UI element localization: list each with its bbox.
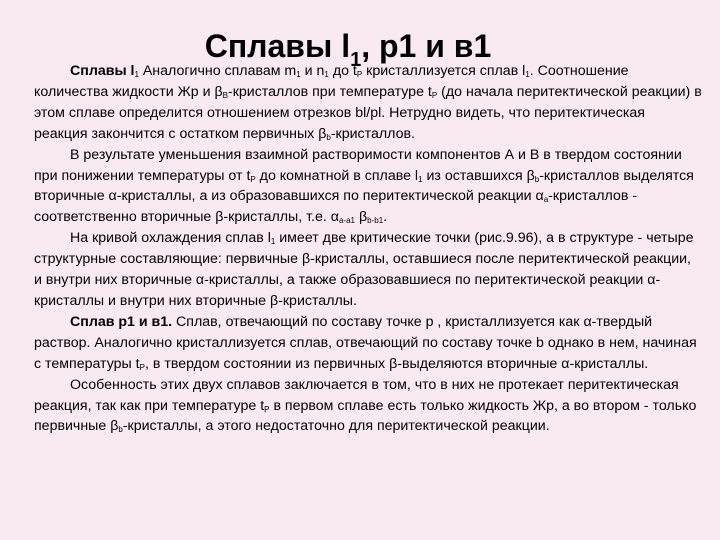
text-run: -кристаллы, а также образовавшиеся по перитектической реакции (204, 272, 648, 289)
text-run: В результате уменьшения взаимной растворимости компонентов А и В в твердом состоянии при понижении температуры от t (34, 146, 682, 184)
title-text: Сплавы l (204, 28, 351, 64)
subscript: b-b1 (367, 216, 384, 226)
subscript: b (534, 174, 540, 184)
text-run: , в твердом состоянии из первичных (144, 355, 390, 372)
text-run: -кристаллов выделятся вторичные (34, 167, 694, 205)
text-run: -кристаллов. (330, 125, 415, 142)
subscript: P (139, 362, 145, 372)
greek-symbol: β (526, 167, 535, 184)
paragraph-heading: Сплавы l (70, 63, 135, 79)
text-run: На кривой охлаждения сплав l (70, 230, 271, 247)
greek-symbol: β (389, 355, 398, 372)
subscript: 1 (525, 70, 530, 79)
text-run: и n (300, 63, 325, 79)
text-run: -кристаллы, а этого недостаточно для перитектической реакции. (122, 418, 550, 435)
title-subscript: 1 (350, 49, 362, 71)
subscript: a-a1 (338, 216, 355, 226)
document-body (34, 61, 702, 437)
paragraph-alloy-l1 (34, 61, 702, 145)
text-run: -кристаллы. (278, 292, 357, 309)
text-run: из оставшихся (422, 167, 527, 184)
paragraph-alloy-p1-b1 (34, 312, 702, 375)
text-run: (до начала перитектической реакции) в этом сплаве определится отношением отрезков bl/pl. Нетрудно видеть, что перитектическая реакция закончится с остатком первичных (34, 83, 702, 142)
text-run: -выделяются вторичные (397, 355, 562, 372)
subscript: P (250, 174, 256, 184)
text-run: в первом сплаве есть только жидкость Жр, а во втором - только первичные (34, 397, 697, 435)
greek-symbol: β (318, 125, 327, 142)
paragraph-heading: Сплав р1 и в1. (70, 313, 173, 330)
subscript: В (222, 90, 228, 100)
greek-symbol: α (535, 188, 544, 205)
greek-symbol: β (269, 292, 279, 309)
text-run: имеет две критические точки (рис.9.96), а в структуре - четыре структурные составляющие: первичные (34, 230, 694, 268)
greek-symbol: β (301, 251, 311, 268)
text-run: Сплав, отвечающий по составу точке р , кристаллизуется как (172, 313, 584, 330)
text-run: Особенность этих двух сплавов заключается в том, что в них не протекает перитектическая реакция, так как при температуре t (34, 376, 679, 414)
subscript: 1 (270, 237, 276, 247)
text-run: -кристаллы и внутри них вторичные (34, 272, 661, 309)
text-run: -кристаллы. (569, 355, 649, 372)
paragraph-feature (34, 375, 702, 438)
text-run: -твердый раствор. Аналогично кристаллизуется сплав, отвечающий по составу точке b однако в нем, начиная с температуры t (34, 313, 697, 372)
subscript: P (356, 70, 363, 79)
text-run: кристаллизуется сплав l (362, 63, 526, 79)
greek-symbol: β (214, 83, 223, 100)
text-run: до t (328, 63, 357, 79)
greek-symbol: α (647, 272, 656, 289)
subscript: b (326, 132, 331, 142)
subscript: a (543, 195, 549, 205)
subscript: 1 (418, 174, 423, 184)
greek-symbol: β (110, 418, 119, 435)
text-run: Аналогично сплавам m (138, 63, 297, 79)
subscript: P (264, 404, 270, 414)
greek-symbol: β (215, 209, 224, 226)
text-run: -кристаллов при температуре t (227, 83, 432, 100)
subscript: P (431, 90, 438, 100)
subscript: 1 (134, 70, 139, 79)
subscript: 1 (296, 70, 301, 79)
text-run: . (383, 209, 388, 226)
text-run: до комнатной в сплаве l (255, 167, 419, 184)
text-run: -кристаллы, т.е. (223, 209, 331, 226)
greek-symbol: α (330, 209, 339, 226)
greek-symbol: α (583, 313, 592, 330)
paragraph-cooling-curve (34, 228, 702, 312)
subscript: 1 (324, 70, 329, 79)
greek-symbol: α (561, 355, 570, 372)
greek-symbol: α (195, 272, 205, 289)
text-run: -кристаллы, а из образовавшихся по перитектической реакции (116, 188, 536, 205)
paragraph-solubility (34, 145, 702, 229)
greek-symbol: α (108, 188, 117, 205)
text-run: -кристаллы, оставшиеся после перитектической реакции, и внутри них вторичные (34, 251, 691, 289)
subscript: b (118, 425, 123, 435)
text-run: -кристаллов - соответственно вторичные (34, 188, 638, 226)
title-text-rest: , р1 и в1 (361, 28, 492, 64)
text-run: . Соотношение количества жидкости Жр и (34, 63, 629, 100)
greek-symbol: β (358, 209, 368, 226)
